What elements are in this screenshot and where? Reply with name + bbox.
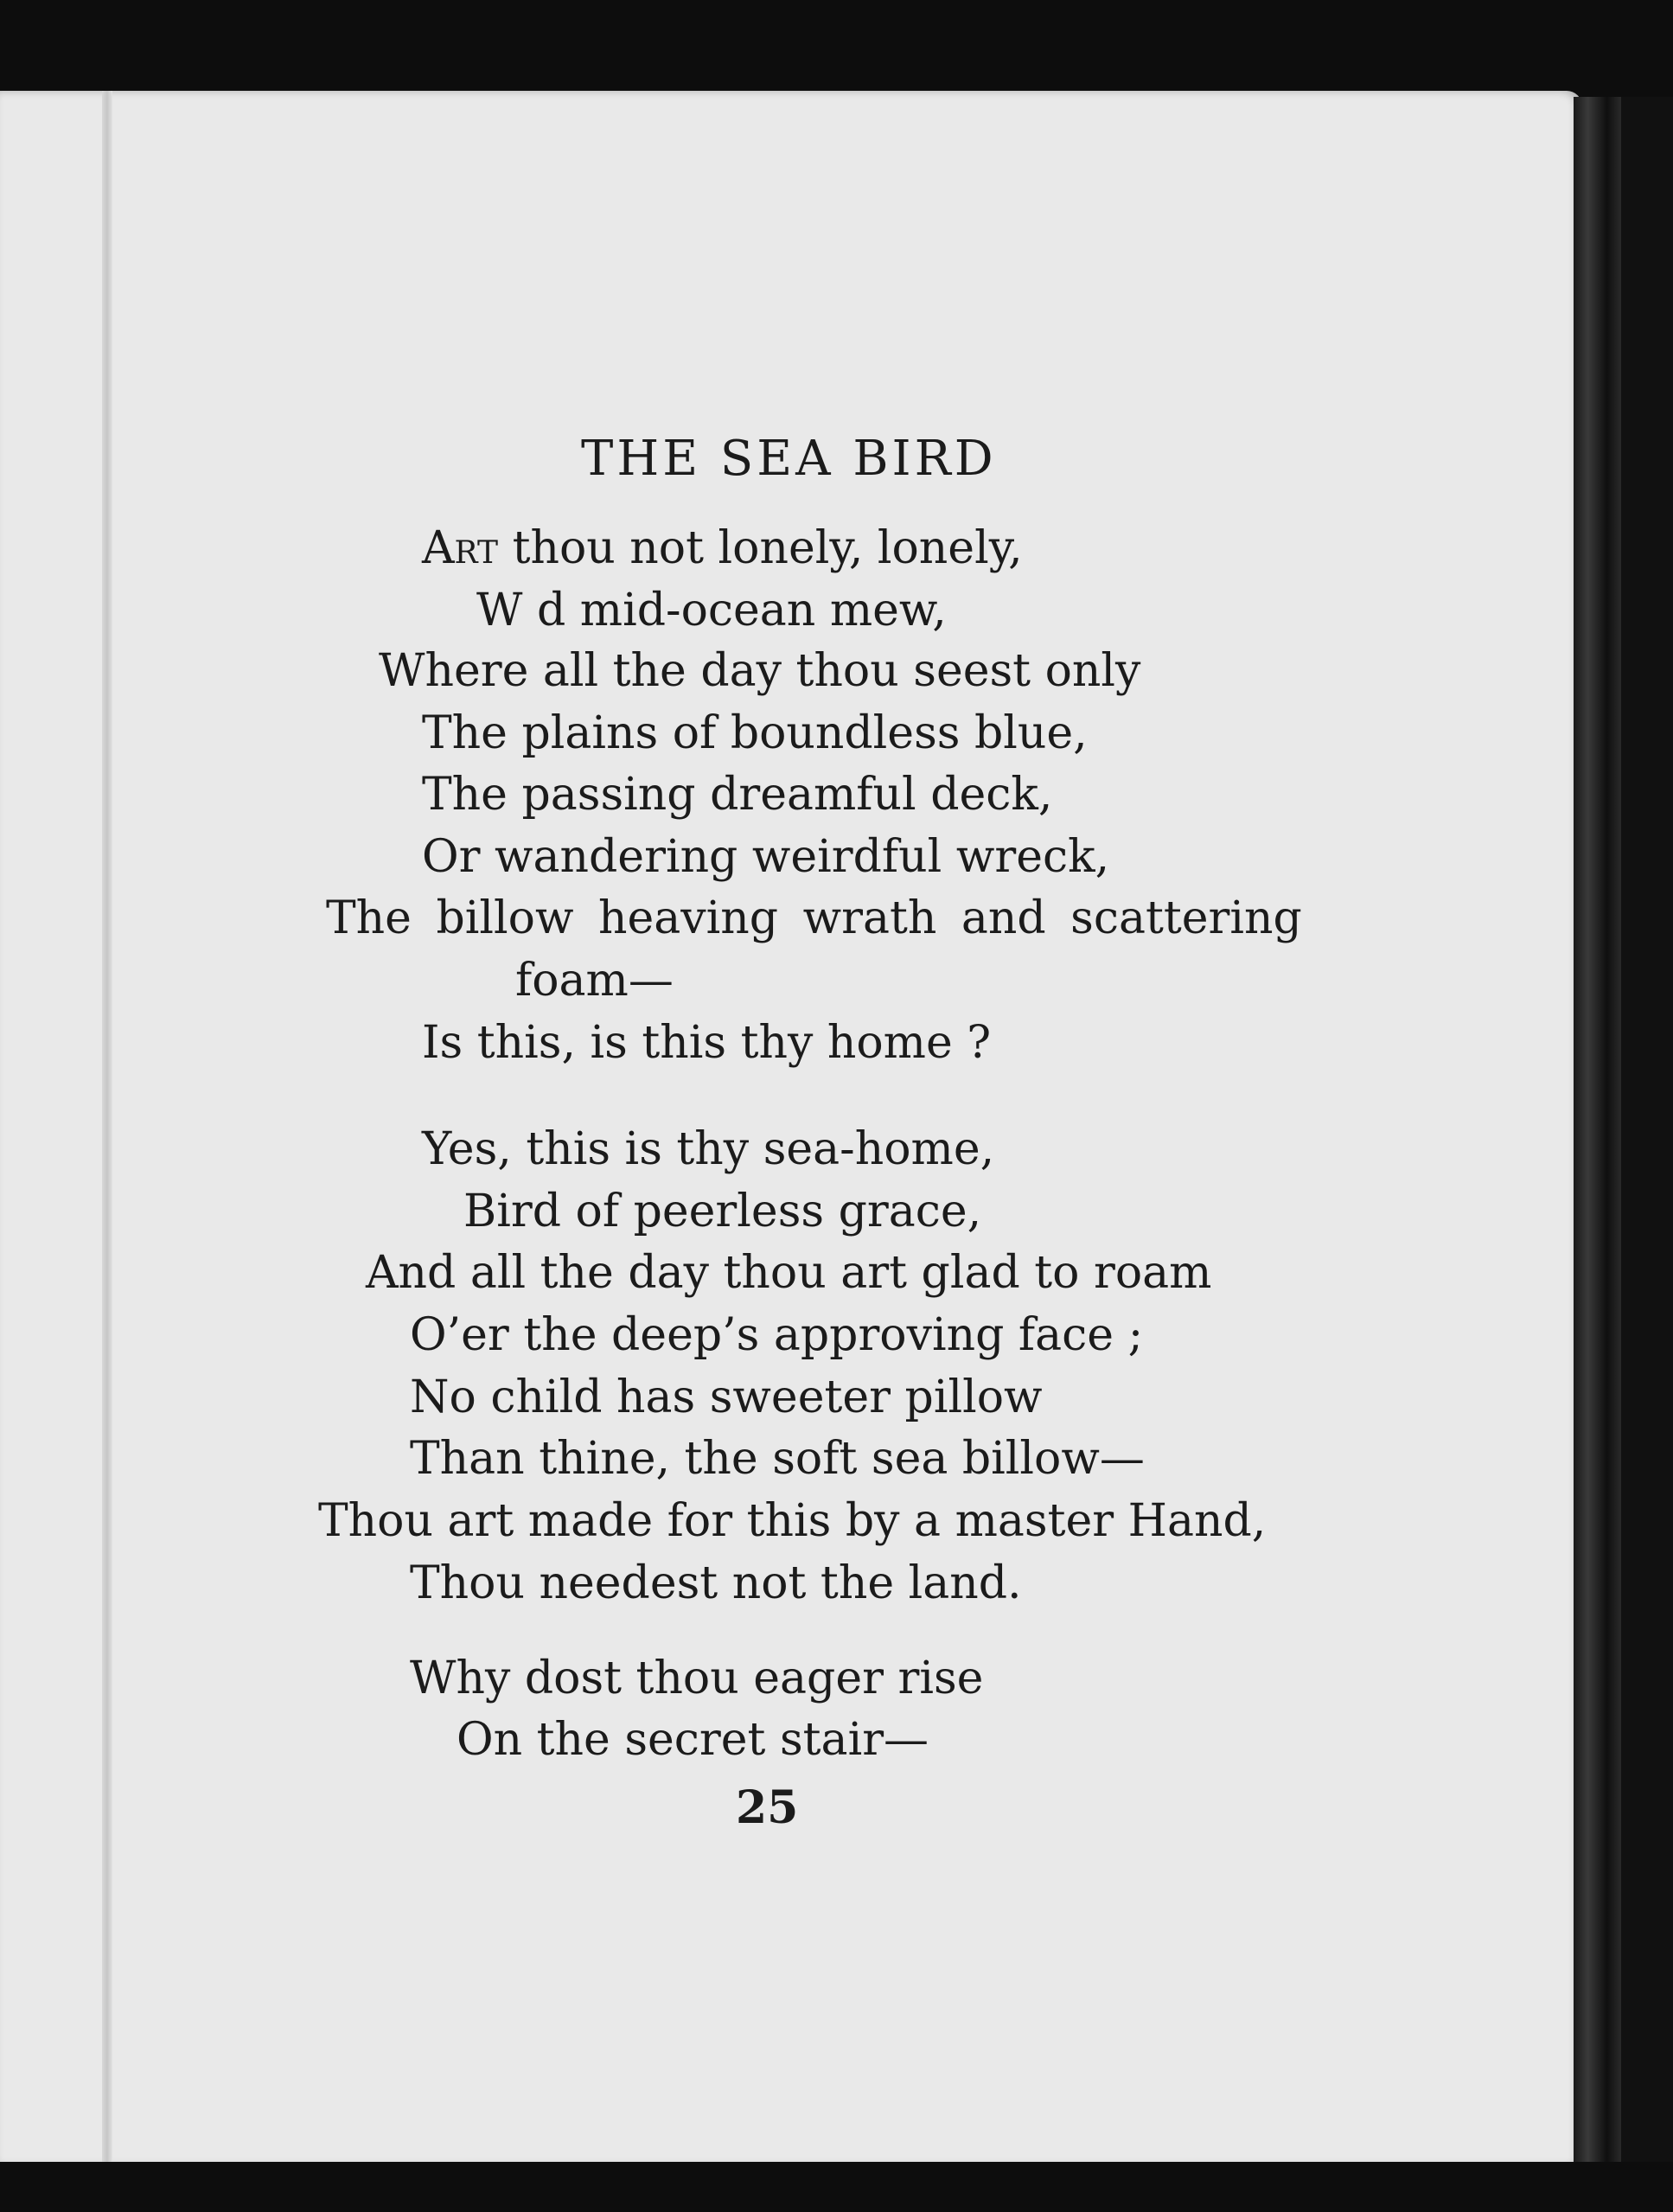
poem-line: Thou needest not the land.	[410, 1557, 1022, 1609]
poem-line: Bird of peerless grace,	[463, 1186, 982, 1237]
poem-line: foam—	[515, 955, 674, 1007]
poem-line: The billow heaving wrath and scattering	[326, 892, 1302, 944]
poem-line: Than thine, the soft sea billow—	[410, 1433, 1145, 1485]
poem-line: And all the day thou art glad to roam	[366, 1247, 1212, 1299]
poem-line: Where all the day thou seest only	[379, 645, 1141, 697]
first-word: Art	[422, 522, 499, 574]
poem-line: No child has sweeter pillow	[410, 1371, 1043, 1423]
poem-line: Yes, this is thy sea-home,	[422, 1123, 995, 1175]
poem-line: Why dost thou eager rise	[410, 1653, 984, 1704]
poem-line: On the secret stair—	[457, 1714, 929, 1766]
first-line-rest: thou not lonely, lonely,	[498, 522, 1023, 574]
poem-line: O’er the deep’s approving face ;	[410, 1309, 1144, 1361]
poem-line: Thou art made for this by a master Hand,	[318, 1495, 1267, 1547]
poem-line: The plains of boundless blue,	[422, 707, 1088, 759]
poem-line: Is this, is this thy home ?	[422, 1017, 992, 1069]
scan-background-bottom	[0, 2162, 1673, 2212]
scan-background-top	[0, 0, 1673, 97]
poem-line: Or wandering weirdful wreck,	[422, 831, 1110, 883]
poem-title: THE SEA BIRD	[581, 431, 997, 487]
page-edge	[1574, 97, 1621, 2168]
poem-line: W d mid-ocean mew,	[476, 585, 947, 636]
poem-line	[422, 522, 1023, 574]
page-number: 25	[736, 1781, 799, 1834]
page-gutter	[102, 91, 112, 2166]
poem-line: The passing dreamful deck,	[422, 769, 1053, 821]
